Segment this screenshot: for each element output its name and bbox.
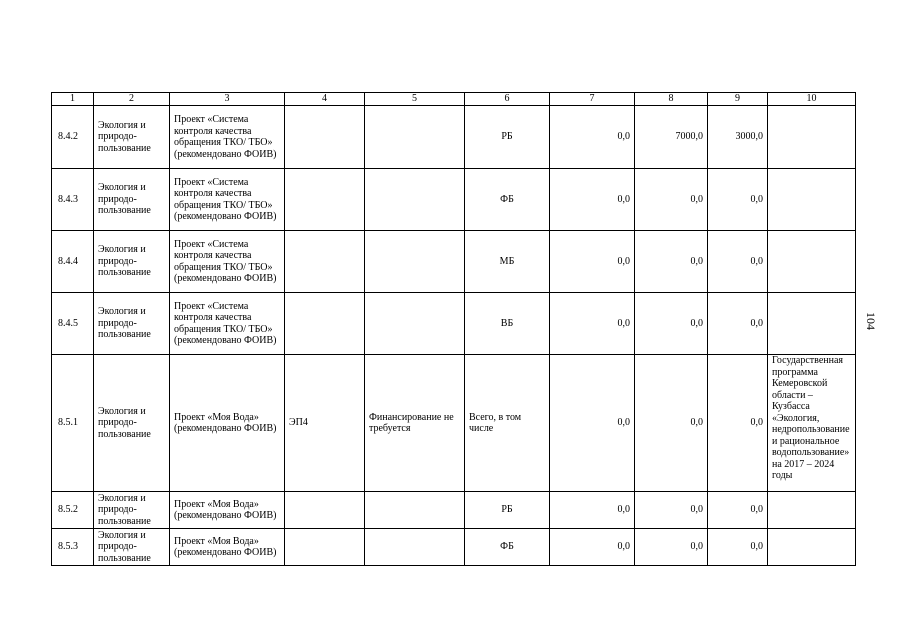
row-id: 8.5.1 [52,355,94,492]
sector-cell: Экология и природо-пользование [94,355,170,492]
value-col9: 0,0 [708,355,768,492]
source-cell: ВБ [465,293,550,355]
col5-cell [365,492,465,529]
table-row [52,492,856,529]
value-col7: 0,0 [550,231,635,293]
column-number: 9 [708,93,768,106]
column-number: 4 [285,93,365,106]
column-number: 1 [52,93,94,106]
col4-cell [285,169,365,231]
value-col9: 0,0 [708,529,768,566]
row-id: 8.5.3 [52,529,94,566]
col5-cell [365,293,465,355]
column-number: 8 [635,93,708,106]
col5-cell [365,529,465,566]
col10-cell [768,293,856,355]
column-number: 3 [170,93,285,106]
project-cell: Проект «Моя Вода» (рекомендовано ФОИВ) [170,492,285,529]
column-number-row [52,93,856,106]
table-row [52,293,856,355]
table-row [52,529,856,566]
row-id: 8.4.5 [52,293,94,355]
source-cell: ФБ [465,529,550,566]
col4-cell: ЭП4 [285,355,365,492]
sector-cell: Экология и природо-пользование [94,106,170,169]
col5-cell [365,169,465,231]
value-col7: 0,0 [550,492,635,529]
row-id: 8.4.4 [52,231,94,293]
project-cell: Проект «Моя Вода» (рекомендовано ФОИВ) [170,355,285,492]
table-row [52,231,856,293]
value-col8: 7000,0 [635,106,708,169]
col4-cell [285,529,365,566]
col4-cell [285,106,365,169]
value-col7: 0,0 [550,355,635,492]
sector-cell: Экология и природо-пользование [94,293,170,355]
source-cell: РБ [465,106,550,169]
value-col9: 3000,0 [708,106,768,169]
financing-table [51,92,856,566]
col5-cell [365,231,465,293]
col10-cell [768,169,856,231]
column-number: 7 [550,93,635,106]
sector-cell: Экология и природо-пользование [94,231,170,293]
value-col9: 0,0 [708,169,768,231]
value-col8: 0,0 [635,529,708,566]
project-cell: Проект «Система контроля качества обращения ТКО/ ТБО» (рекомендовано ФОИВ) [170,169,285,231]
table-row [52,106,856,169]
sector-cell: Экология и природо-пользование [94,492,170,529]
row-id: 8.4.2 [52,106,94,169]
value-col8: 0,0 [635,169,708,231]
col5-cell: Финансирование не требуется [365,355,465,492]
value-col9: 0,0 [708,492,768,529]
table-row [52,355,856,492]
source-cell: МБ [465,231,550,293]
col10-cell [768,492,856,529]
project-cell: Проект «Моя Вода» (рекомендовано ФОИВ) [170,529,285,566]
col4-cell [285,492,365,529]
source-cell: РБ [465,492,550,529]
value-col9: 0,0 [708,293,768,355]
project-cell: Проект «Система контроля качества обращения ТКО/ ТБО» (рекомендовано ФОИВ) [170,293,285,355]
col4-cell [285,231,365,293]
column-number: 10 [768,93,856,106]
value-col7: 0,0 [550,529,635,566]
sector-cell: Экология и природо-пользование [94,169,170,231]
column-number: 6 [465,93,550,106]
page-number: 104 [864,312,878,330]
column-number: 2 [94,93,170,106]
value-col8: 0,0 [635,355,708,492]
col10-cell [768,529,856,566]
col5-cell [365,106,465,169]
value-col8: 0,0 [635,231,708,293]
row-id: 8.4.3 [52,169,94,231]
row-id: 8.5.2 [52,492,94,529]
program-reference-cell: Государственная программа Кемеровской области – Кузбасса «Экология, недропользование и рациональное водопользование» на 2017 – 2024 годы [768,355,856,492]
value-col8: 0,0 [635,492,708,529]
source-cell: ФБ [465,169,550,231]
project-cell: Проект «Система контроля качества обращения ТКО/ ТБО» (рекомендовано ФОИВ) [170,106,285,169]
source-cell: Всего, в том числе [465,355,550,492]
table-row [52,169,856,231]
value-col7: 0,0 [550,293,635,355]
sector-cell: Экология и природо-пользование [94,529,170,566]
col10-cell [768,106,856,169]
value-col9: 0,0 [708,231,768,293]
column-number: 5 [365,93,465,106]
col4-cell [285,293,365,355]
value-col7: 0,0 [550,106,635,169]
value-col7: 0,0 [550,169,635,231]
value-col8: 0,0 [635,293,708,355]
col10-cell [768,231,856,293]
project-cell: Проект «Система контроля качества обращения ТКО/ ТБО» (рекомендовано ФОИВ) [170,231,285,293]
